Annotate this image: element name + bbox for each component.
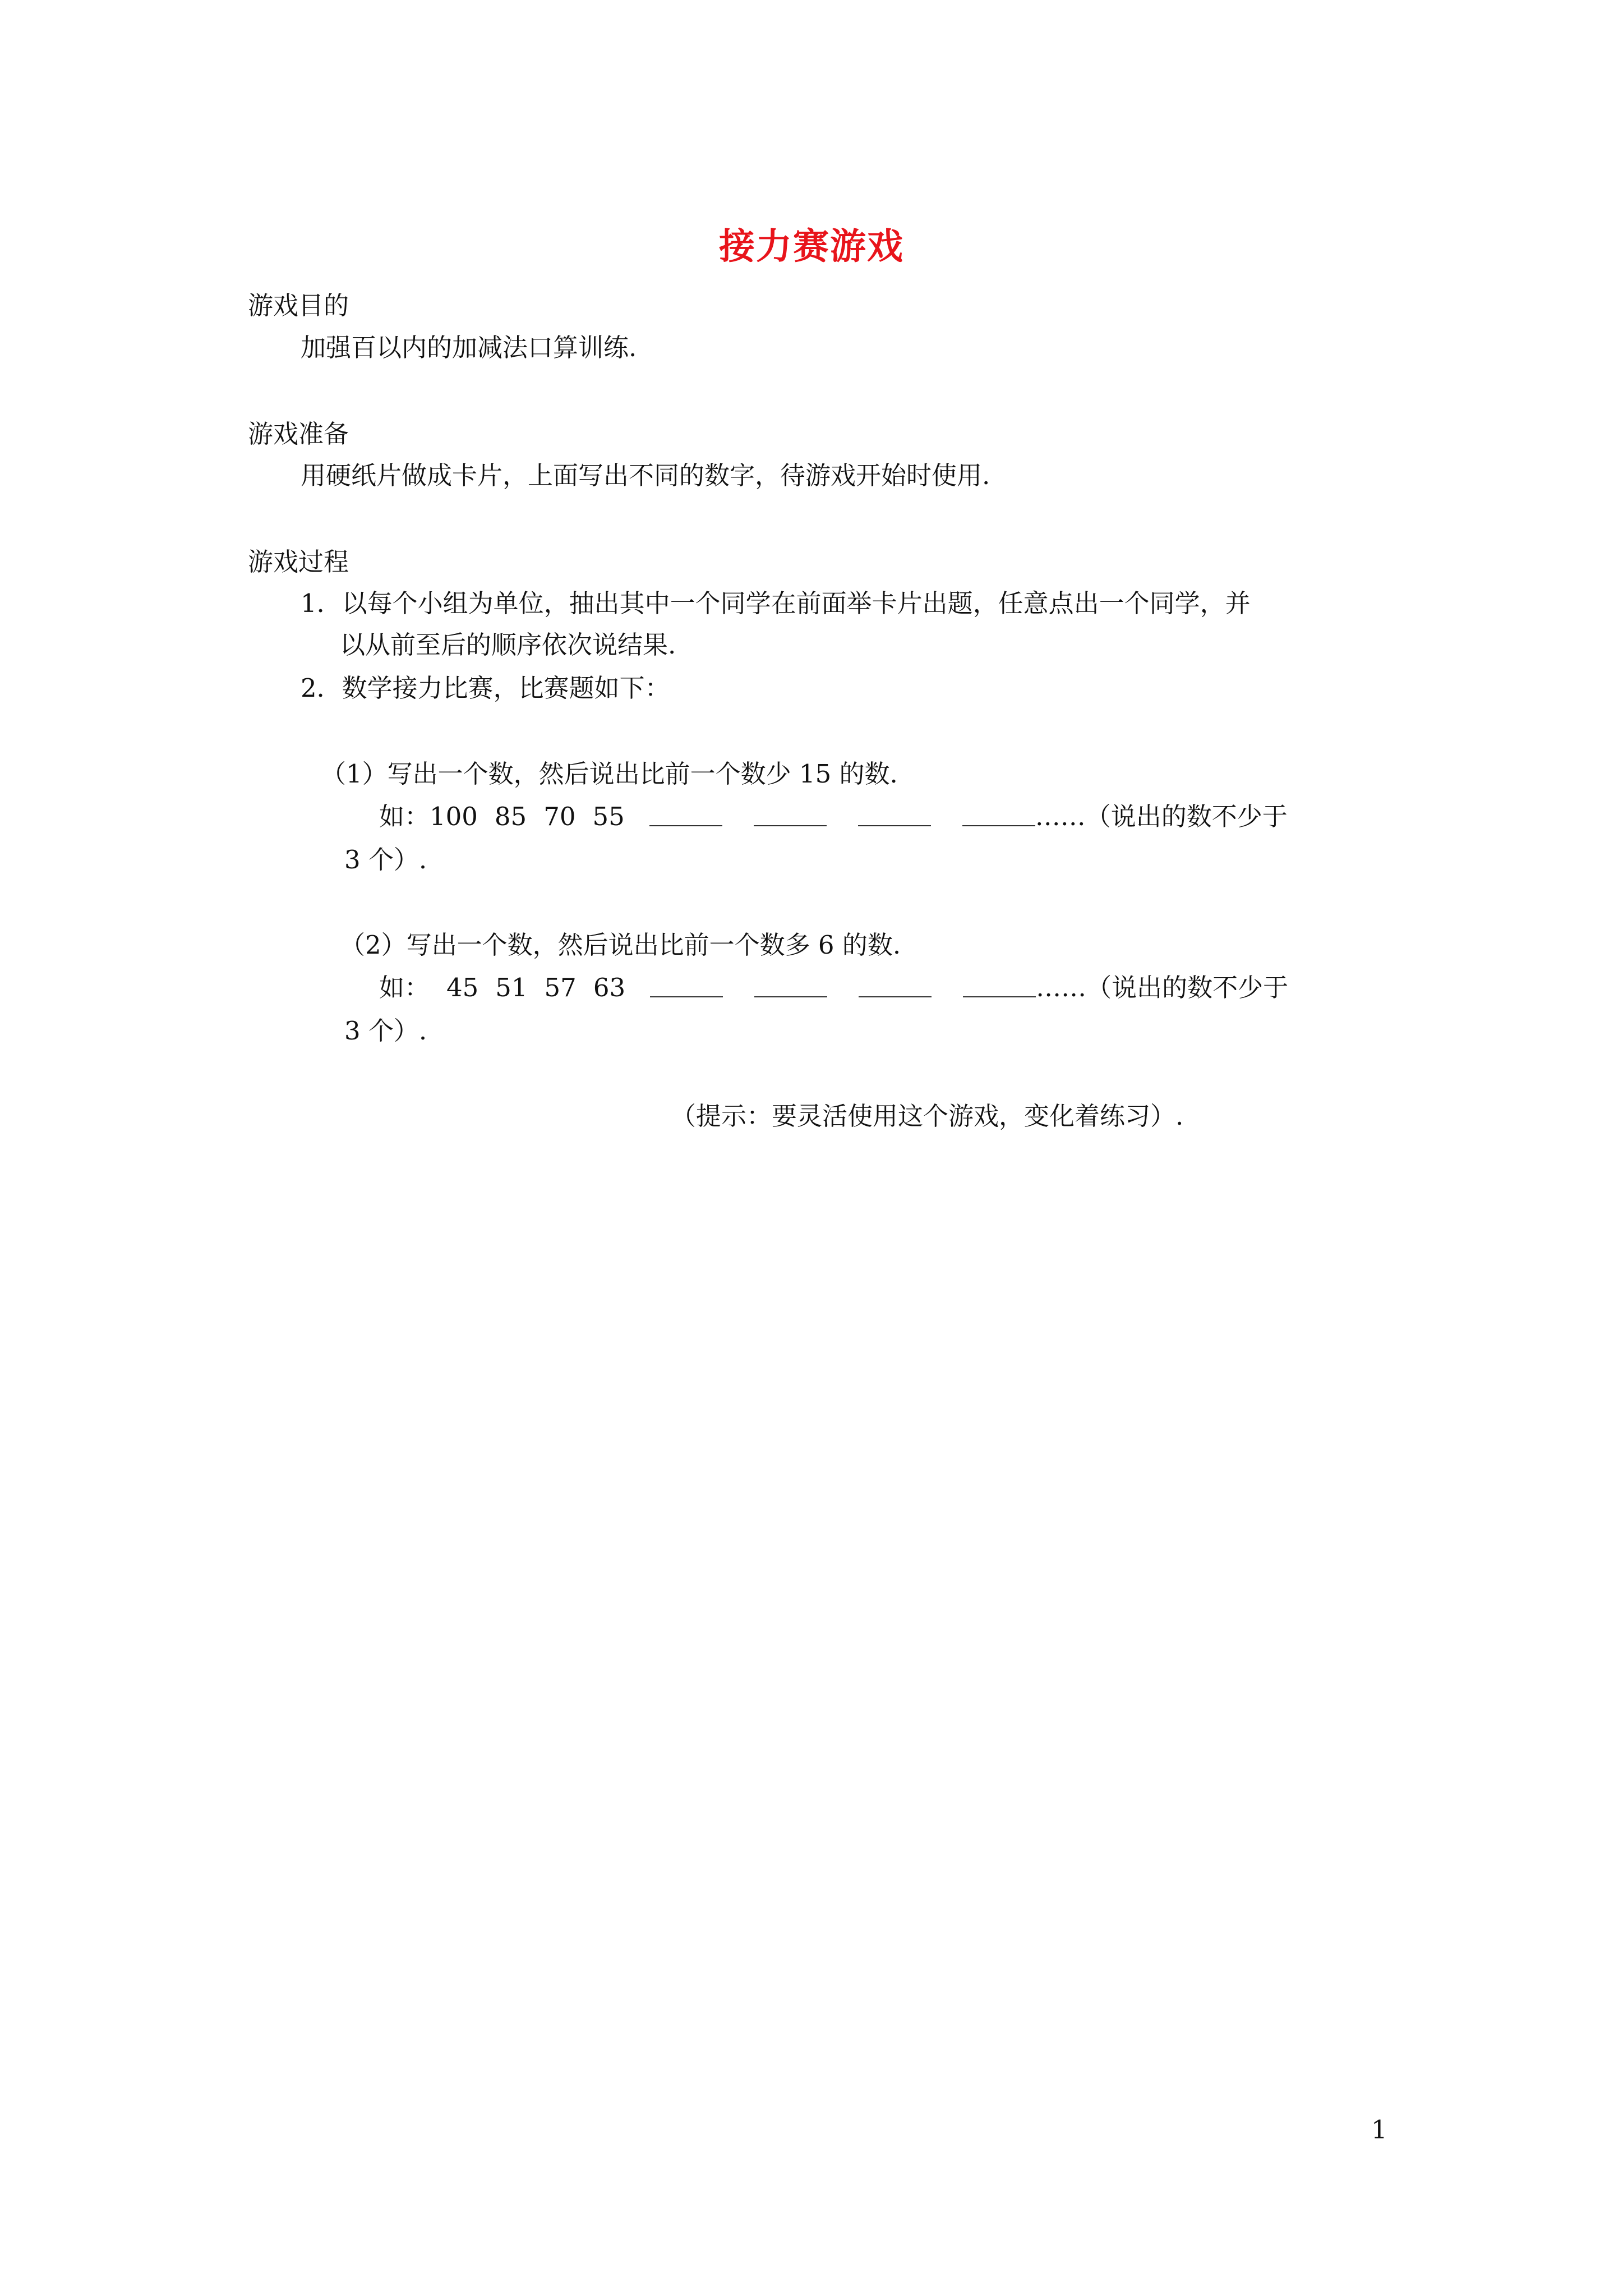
page-title: 接力赛游戏: [719, 226, 904, 268]
example-prefix: 如：: [379, 802, 430, 831]
question-1-end: 3 个）.: [344, 845, 427, 875]
section-text-preparation: 用硬纸片做成卡片，上面写出不同的数字，待游戏开始时使用.: [301, 461, 990, 490]
page-number: 1: [1371, 2115, 1387, 2145]
example-number: 85: [494, 802, 527, 831]
section-heading-process: 游戏过程: [248, 547, 349, 577]
tip-text: （提示：要灵活使用这个游戏，变化着练习）.: [671, 1101, 1184, 1131]
section-heading-purpose: 游戏目的: [248, 291, 349, 320]
answer-blank: [859, 983, 932, 997]
example-number: 70: [543, 802, 576, 831]
answer-blank: [649, 812, 722, 826]
answer-blank: [754, 812, 827, 826]
answer-blank: [962, 812, 1035, 826]
example-suffix: ……（说出的数不少于: [1035, 802, 1288, 831]
answer-blank: [754, 983, 827, 997]
section-text-purpose: 加强百以内的加减法口算训练.: [301, 333, 637, 362]
section-heading-preparation: 游戏准备: [248, 419, 349, 449]
question-1-example: [379, 800, 1288, 834]
answer-blank: [650, 983, 723, 997]
question-2-label: （2）写出一个数，然后说出比前一个数多 6 的数.: [340, 930, 901, 960]
answer-blank: [858, 812, 931, 826]
example-suffix: ……（说出的数不少于: [1036, 973, 1289, 1002]
process-step1-line2: 以从前至后的顺序依次说结果.: [340, 630, 676, 660]
example-number: 100: [430, 802, 478, 831]
answer-blank: [963, 983, 1036, 997]
question-2-example: [379, 971, 1288, 1005]
question-1-label: （1）写出一个数，然后说出比前一个数少 15 的数.: [321, 759, 898, 789]
example-number: 51: [495, 973, 528, 1002]
process-step1-line1: 1．以每个小组为单位，抽出其中一个同学在前面举卡片出题，任意点出一个同学，并: [301, 588, 1251, 618]
example-number: 45: [446, 973, 479, 1002]
example-number: 55: [592, 802, 625, 831]
example-number: 63: [593, 973, 626, 1002]
example-prefix: 如：: [379, 973, 430, 1002]
question-2-end: 3 个）.: [344, 1016, 427, 1046]
example-number: 57: [544, 973, 577, 1002]
process-step2: 2．数学接力比赛，比赛题如下：: [301, 673, 670, 703]
